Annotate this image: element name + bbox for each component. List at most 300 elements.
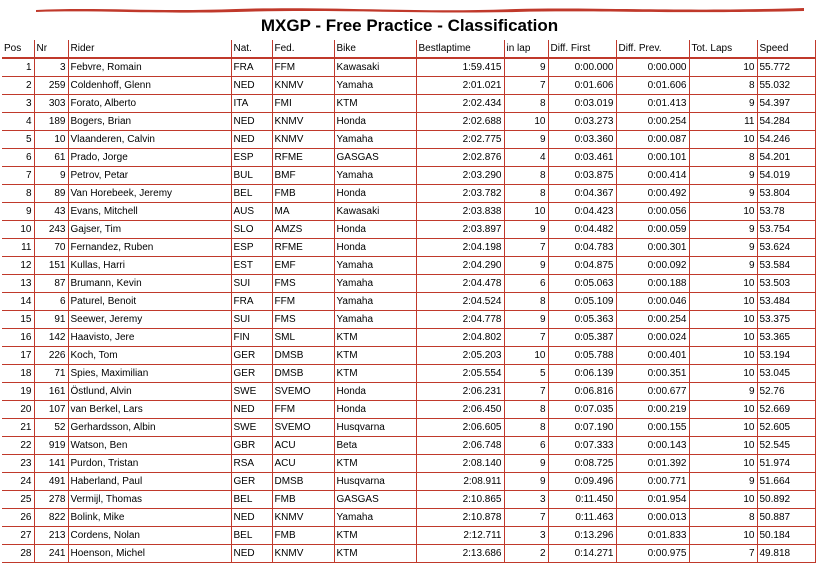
table-row xyxy=(2,491,815,509)
cell-diff-prev: 0:00.301 xyxy=(616,239,689,257)
cell-diff-first: 0:13.296 xyxy=(548,527,616,545)
cell-bestlaptime: 2:06.605 xyxy=(416,419,504,437)
cell-rider: Kullas, Harri xyxy=(68,257,231,275)
cell-speed: 50.184 xyxy=(757,527,815,545)
cell-diff-first: 0:14.271 xyxy=(548,545,616,563)
cell-fed: AMZS xyxy=(272,221,334,239)
cell-nat: NED xyxy=(231,545,272,563)
cell-speed: 53.754 xyxy=(757,221,815,239)
cell-in-lap: 7 xyxy=(504,383,548,401)
cell-rider: Seewer, Jeremy xyxy=(68,311,231,329)
cell-fed: BMF xyxy=(272,167,334,185)
cell-in-lap: 2 xyxy=(504,545,548,563)
cell-diff-prev: 0:00.401 xyxy=(616,347,689,365)
cell-bestlaptime: 2:02.434 xyxy=(416,95,504,113)
cell-bestlaptime: 2:02.688 xyxy=(416,113,504,131)
cell-fed: RFME xyxy=(272,149,334,167)
cell-nr: 91 xyxy=(34,311,68,329)
cell-in-lap: 9 xyxy=(504,221,548,239)
cell-bike: Yamaha xyxy=(334,509,416,527)
cell-nat: SWE xyxy=(231,419,272,437)
cell-fed: KNMV xyxy=(272,131,334,149)
cell-rider: Gerhardsson, Albin xyxy=(68,419,231,437)
cell-diff-prev: 0:00.188 xyxy=(616,275,689,293)
cell-speed: 53.503 xyxy=(757,275,815,293)
cell-pos: 5 xyxy=(2,131,34,149)
page-title: MXGP - Free Practice - Classification xyxy=(260,16,559,35)
cell-rider: Cordens, Nolan xyxy=(68,527,231,545)
cell-bestlaptime: 2:10.878 xyxy=(416,509,504,527)
cell-nr: 6 xyxy=(34,293,68,311)
cell-bestlaptime: 2:04.290 xyxy=(416,257,504,275)
cell-diff-first: 0:03.019 xyxy=(548,95,616,113)
col-header-bestlaptime: Bestlaptime xyxy=(416,40,504,58)
col-header-tot-laps: Tot. Laps xyxy=(689,40,757,58)
cell-speed: 53.045 xyxy=(757,365,815,383)
cell-tot-laps: 8 xyxy=(689,149,757,167)
cell-rider: Spies, Maximilian xyxy=(68,365,231,383)
cell-nr: 822 xyxy=(34,509,68,527)
cell-nr: 278 xyxy=(34,491,68,509)
cell-tot-laps: 9 xyxy=(689,383,757,401)
cell-speed: 54.284 xyxy=(757,113,815,131)
cell-bestlaptime: 2:02.876 xyxy=(416,149,504,167)
cell-tot-laps: 10 xyxy=(689,203,757,221)
cell-tot-laps: 10 xyxy=(689,311,757,329)
cell-pos: 8 xyxy=(2,185,34,203)
cell-speed: 52.545 xyxy=(757,437,815,455)
cell-tot-laps: 9 xyxy=(689,473,757,491)
cell-diff-first: 0:07.333 xyxy=(548,437,616,455)
cell-pos: 25 xyxy=(2,491,34,509)
cell-pos: 3 xyxy=(2,95,34,113)
cell-pos: 28 xyxy=(2,545,34,563)
cell-bestlaptime: 2:04.524 xyxy=(416,293,504,311)
cell-in-lap: 9 xyxy=(504,311,548,329)
cell-diff-prev: 0:00.013 xyxy=(616,509,689,527)
cell-nr: 87 xyxy=(34,275,68,293)
cell-fed: FFM xyxy=(272,401,334,419)
cell-rider: Östlund, Alvin xyxy=(68,383,231,401)
cell-bike: Kawasaki xyxy=(334,203,416,221)
table-row xyxy=(2,113,815,131)
cell-in-lap: 3 xyxy=(504,527,548,545)
cell-diff-prev: 0:01.392 xyxy=(616,455,689,473)
cell-bike: Yamaha xyxy=(334,275,416,293)
cell-nat: GER xyxy=(231,347,272,365)
cell-tot-laps: 9 xyxy=(689,257,757,275)
cell-nat: RSA xyxy=(231,455,272,473)
table-row xyxy=(2,473,815,491)
cell-fed: FMS xyxy=(272,311,334,329)
cell-nr: 259 xyxy=(34,77,68,95)
cell-nr: 189 xyxy=(34,113,68,131)
cell-diff-prev: 0:00.000 xyxy=(616,58,689,77)
cell-speed: 53.194 xyxy=(757,347,815,365)
cell-nr: 303 xyxy=(34,95,68,113)
cell-nat: SUI xyxy=(231,311,272,329)
cell-diff-prev: 0:00.351 xyxy=(616,365,689,383)
cell-nr: 52 xyxy=(34,419,68,437)
cell-bestlaptime: 2:05.203 xyxy=(416,347,504,365)
cell-pos: 15 xyxy=(2,311,34,329)
cell-speed: 52.669 xyxy=(757,401,815,419)
cell-fed: SVEMO xyxy=(272,383,334,401)
cell-in-lap: 10 xyxy=(504,113,548,131)
col-header-fed: Fed. xyxy=(272,40,334,58)
cell-rider: Fernandez, Ruben xyxy=(68,239,231,257)
cell-diff-first: 0:05.788 xyxy=(548,347,616,365)
cell-bike: Yamaha xyxy=(334,77,416,95)
cell-bike: KTM xyxy=(334,545,416,563)
cell-nr: 61 xyxy=(34,149,68,167)
cell-nat: ESP xyxy=(231,239,272,257)
table-row xyxy=(2,58,815,77)
cell-speed: 54.246 xyxy=(757,131,815,149)
cell-tot-laps: 10 xyxy=(689,131,757,149)
cell-speed: 53.624 xyxy=(757,239,815,257)
cell-tot-laps: 7 xyxy=(689,545,757,563)
table-row xyxy=(2,401,815,419)
cell-nat: GER xyxy=(231,473,272,491)
cell-diff-prev: 0:00.414 xyxy=(616,167,689,185)
cell-in-lap: 7 xyxy=(504,239,548,257)
cell-bestlaptime: 2:06.450 xyxy=(416,401,504,419)
cell-bestlaptime: 2:03.838 xyxy=(416,203,504,221)
cell-diff-prev: 0:00.677 xyxy=(616,383,689,401)
cell-diff-prev: 0:01.954 xyxy=(616,491,689,509)
cell-bestlaptime: 2:02.775 xyxy=(416,131,504,149)
table-row xyxy=(2,77,815,95)
table-row xyxy=(2,293,815,311)
cell-tot-laps: 10 xyxy=(689,58,757,77)
cell-nat: NED xyxy=(231,113,272,131)
table-row xyxy=(2,383,815,401)
cell-diff-prev: 0:00.155 xyxy=(616,419,689,437)
cell-nr: 142 xyxy=(34,329,68,347)
cell-pos: 23 xyxy=(2,455,34,473)
cell-rider: Hoenson, Michel xyxy=(68,545,231,563)
cell-pos: 17 xyxy=(2,347,34,365)
cell-diff-first: 0:07.035 xyxy=(548,401,616,419)
cell-diff-first: 0:11.463 xyxy=(548,509,616,527)
cell-pos: 2 xyxy=(2,77,34,95)
cell-nr: 241 xyxy=(34,545,68,563)
cell-bestlaptime: 2:12.711 xyxy=(416,527,504,545)
cell-in-lap: 8 xyxy=(504,293,548,311)
cell-speed: 53.804 xyxy=(757,185,815,203)
cell-bestlaptime: 2:08.140 xyxy=(416,455,504,473)
cell-nat: GBR xyxy=(231,437,272,455)
cell-nat: EST xyxy=(231,257,272,275)
cell-in-lap: 8 xyxy=(504,167,548,185)
cell-diff-first: 0:04.783 xyxy=(548,239,616,257)
cell-in-lap: 9 xyxy=(504,257,548,275)
cell-pos: 9 xyxy=(2,203,34,221)
cell-pos: 16 xyxy=(2,329,34,347)
cell-bike: GASGAS xyxy=(334,149,416,167)
cell-fed: ACU xyxy=(272,437,334,455)
cell-bestlaptime: 2:05.554 xyxy=(416,365,504,383)
cell-diff-prev: 0:01.606 xyxy=(616,77,689,95)
col-header-diff-prev: Diff. Prev. xyxy=(616,40,689,58)
cell-in-lap: 9 xyxy=(504,455,548,473)
cell-nr: 3 xyxy=(34,58,68,77)
cell-diff-first: 0:04.875 xyxy=(548,257,616,275)
classification-table xyxy=(2,40,816,563)
cell-bike: Yamaha xyxy=(334,167,416,185)
cell-bestlaptime: 1:59.415 xyxy=(416,58,504,77)
cell-nr: 10 xyxy=(34,131,68,149)
cell-rider: Van Horebeek, Jeremy xyxy=(68,185,231,203)
table-row xyxy=(2,185,815,203)
cell-tot-laps: 10 xyxy=(689,275,757,293)
cell-nr: 89 xyxy=(34,185,68,203)
cell-pos: 1 xyxy=(2,58,34,77)
header-brush-stroke xyxy=(36,6,804,14)
cell-speed: 53.365 xyxy=(757,329,815,347)
cell-pos: 18 xyxy=(2,365,34,383)
table-row xyxy=(2,329,815,347)
cell-diff-prev: 0:00.254 xyxy=(616,113,689,131)
cell-in-lap: 9 xyxy=(504,58,548,77)
cell-in-lap: 9 xyxy=(504,131,548,149)
cell-rider: Brumann, Kevin xyxy=(68,275,231,293)
table-row xyxy=(2,131,815,149)
cell-pos: 26 xyxy=(2,509,34,527)
cell-tot-laps: 11 xyxy=(689,113,757,131)
cell-diff-first: 0:09.496 xyxy=(548,473,616,491)
cell-rider: Haavisto, Jere xyxy=(68,329,231,347)
cell-pos: 7 xyxy=(2,167,34,185)
cell-bestlaptime: 2:06.748 xyxy=(416,437,504,455)
cell-tot-laps: 10 xyxy=(689,437,757,455)
cell-bike: Yamaha xyxy=(334,293,416,311)
cell-nat: BEL xyxy=(231,491,272,509)
cell-bike: Honda xyxy=(334,239,416,257)
cell-fed: FFM xyxy=(272,293,334,311)
cell-pos: 27 xyxy=(2,527,34,545)
cell-bike: KTM xyxy=(334,95,416,113)
cell-nat: ITA xyxy=(231,95,272,113)
cell-bike: Kawasaki xyxy=(334,58,416,77)
cell-fed: KNMV xyxy=(272,113,334,131)
cell-bike: KTM xyxy=(334,329,416,347)
cell-fed: EMF xyxy=(272,257,334,275)
cell-fed: FMB xyxy=(272,491,334,509)
cell-nr: 71 xyxy=(34,365,68,383)
col-header-speed: Speed xyxy=(757,40,815,58)
cell-speed: 52.605 xyxy=(757,419,815,437)
cell-tot-laps: 10 xyxy=(689,419,757,437)
cell-diff-first: 0:05.063 xyxy=(548,275,616,293)
cell-diff-prev: 0:01.833 xyxy=(616,527,689,545)
col-header-diff-first: Diff. First xyxy=(548,40,616,58)
cell-nat: AUS xyxy=(231,203,272,221)
cell-tot-laps: 8 xyxy=(689,509,757,527)
col-header-rider: Rider xyxy=(68,40,231,58)
cell-fed: ACU xyxy=(272,455,334,473)
cell-pos: 4 xyxy=(2,113,34,131)
cell-fed: KNMV xyxy=(272,545,334,563)
cell-in-lap: 10 xyxy=(504,347,548,365)
cell-in-lap: 3 xyxy=(504,491,548,509)
table-row xyxy=(2,365,815,383)
cell-nat: NED xyxy=(231,77,272,95)
cell-nat: BEL xyxy=(231,527,272,545)
cell-tot-laps: 10 xyxy=(689,293,757,311)
cell-nr: 919 xyxy=(34,437,68,455)
cell-nat: NED xyxy=(231,401,272,419)
cell-in-lap: 9 xyxy=(504,473,548,491)
cell-speed: 53.584 xyxy=(757,257,815,275)
cell-diff-prev: 0:00.046 xyxy=(616,293,689,311)
cell-nr: 141 xyxy=(34,455,68,473)
table-row xyxy=(2,419,815,437)
table-header-row xyxy=(2,40,815,58)
cell-nr: 226 xyxy=(34,347,68,365)
cell-rider: Bolink, Mike xyxy=(68,509,231,527)
cell-fed: SVEMO xyxy=(272,419,334,437)
cell-diff-first: 0:06.139 xyxy=(548,365,616,383)
cell-rider: Haberland, Paul xyxy=(68,473,231,491)
cell-bike: Honda xyxy=(334,401,416,419)
cell-rider: Vlaanderen, Calvin xyxy=(68,131,231,149)
cell-speed: 50.887 xyxy=(757,509,815,527)
cell-bestlaptime: 2:06.231 xyxy=(416,383,504,401)
cell-speed: 52.76 xyxy=(757,383,815,401)
cell-tot-laps: 9 xyxy=(689,221,757,239)
cell-diff-prev: 0:00.492 xyxy=(616,185,689,203)
cell-bike: Yamaha xyxy=(334,131,416,149)
table-row xyxy=(2,257,815,275)
cell-tot-laps: 10 xyxy=(689,455,757,473)
cell-speed: 49.818 xyxy=(757,545,815,563)
cell-nat: SWE xyxy=(231,383,272,401)
cell-nr: 107 xyxy=(34,401,68,419)
cell-bestlaptime: 2:08.911 xyxy=(416,473,504,491)
cell-diff-first: 0:04.423 xyxy=(548,203,616,221)
table-row xyxy=(2,203,815,221)
cell-fed: KNMV xyxy=(272,77,334,95)
cell-diff-prev: 0:00.056 xyxy=(616,203,689,221)
cell-diff-prev: 0:00.101 xyxy=(616,149,689,167)
cell-pos: 21 xyxy=(2,419,34,437)
col-header-nr: Nr xyxy=(34,40,68,58)
cell-nat: SUI xyxy=(231,275,272,293)
cell-in-lap: 8 xyxy=(504,185,548,203)
cell-speed: 54.019 xyxy=(757,167,815,185)
cell-pos: 10 xyxy=(2,221,34,239)
cell-nr: 9 xyxy=(34,167,68,185)
cell-in-lap: 6 xyxy=(504,437,548,455)
cell-diff-prev: 0:00.254 xyxy=(616,311,689,329)
cell-tot-laps: 9 xyxy=(689,185,757,203)
cell-pos: 14 xyxy=(2,293,34,311)
cell-nat: FRA xyxy=(231,58,272,77)
cell-diff-first: 0:03.273 xyxy=(548,113,616,131)
cell-tot-laps: 10 xyxy=(689,329,757,347)
cell-bike: Husqvarna xyxy=(334,473,416,491)
cell-nr: 491 xyxy=(34,473,68,491)
cell-tot-laps: 10 xyxy=(689,365,757,383)
cell-speed: 54.201 xyxy=(757,149,815,167)
cell-diff-first: 0:01.606 xyxy=(548,77,616,95)
cell-fed: FMB xyxy=(272,527,334,545)
cell-pos: 19 xyxy=(2,383,34,401)
table-row xyxy=(2,311,815,329)
cell-diff-first: 0:07.190 xyxy=(548,419,616,437)
cell-diff-first: 0:08.725 xyxy=(548,455,616,473)
cell-nat: FIN xyxy=(231,329,272,347)
cell-in-lap: 8 xyxy=(504,401,548,419)
cell-bike: KTM xyxy=(334,347,416,365)
cell-speed: 53.78 xyxy=(757,203,815,221)
table-row xyxy=(2,221,815,239)
table-row xyxy=(2,437,815,455)
cell-speed: 51.974 xyxy=(757,455,815,473)
cell-in-lap: 8 xyxy=(504,419,548,437)
cell-rider: Febvre, Romain xyxy=(68,58,231,77)
cell-bike: Yamaha xyxy=(334,257,416,275)
cell-bike: KTM xyxy=(334,455,416,473)
table-row xyxy=(2,545,815,563)
cell-bestlaptime: 2:04.778 xyxy=(416,311,504,329)
cell-diff-first: 0:05.109 xyxy=(548,293,616,311)
cell-diff-first: 0:05.387 xyxy=(548,329,616,347)
cell-diff-prev: 0:00.092 xyxy=(616,257,689,275)
cell-nat: SLO xyxy=(231,221,272,239)
cell-pos: 13 xyxy=(2,275,34,293)
cell-bestlaptime: 2:04.198 xyxy=(416,239,504,257)
cell-rider: Bogers, Brian xyxy=(68,113,231,131)
cell-fed: DMSB xyxy=(272,473,334,491)
cell-bike: Beta xyxy=(334,437,416,455)
cell-nr: 243 xyxy=(34,221,68,239)
cell-rider: Gajser, Tim xyxy=(68,221,231,239)
cell-fed: MA xyxy=(272,203,334,221)
cell-tot-laps: 10 xyxy=(689,491,757,509)
cell-pos: 22 xyxy=(2,437,34,455)
cell-tot-laps: 10 xyxy=(689,401,757,419)
cell-diff-first: 0:05.363 xyxy=(548,311,616,329)
cell-nat: BUL xyxy=(231,167,272,185)
cell-nat: NED xyxy=(231,509,272,527)
cell-tot-laps: 9 xyxy=(689,167,757,185)
cell-nr: 43 xyxy=(34,203,68,221)
cell-in-lap: 5 xyxy=(504,365,548,383)
cell-fed: RFME xyxy=(272,239,334,257)
cell-rider: Watson, Ben xyxy=(68,437,231,455)
cell-tot-laps: 10 xyxy=(689,527,757,545)
cell-nat: GER xyxy=(231,365,272,383)
cell-bestlaptime: 2:04.478 xyxy=(416,275,504,293)
cell-pos: 24 xyxy=(2,473,34,491)
table-row xyxy=(2,167,815,185)
cell-bike: KTM xyxy=(334,527,416,545)
cell-speed: 53.484 xyxy=(757,293,815,311)
cell-rider: Coldenhoff, Glenn xyxy=(68,77,231,95)
cell-speed: 54.397 xyxy=(757,95,815,113)
cell-rider: Evans, Mitchell xyxy=(68,203,231,221)
cell-bestlaptime: 2:01.021 xyxy=(416,77,504,95)
cell-bestlaptime: 2:03.290 xyxy=(416,167,504,185)
cell-rider: Vermijl, Thomas xyxy=(68,491,231,509)
table-row xyxy=(2,509,815,527)
table-row xyxy=(2,149,815,167)
cell-bestlaptime: 2:13.686 xyxy=(416,545,504,563)
cell-bestlaptime: 2:03.897 xyxy=(416,221,504,239)
